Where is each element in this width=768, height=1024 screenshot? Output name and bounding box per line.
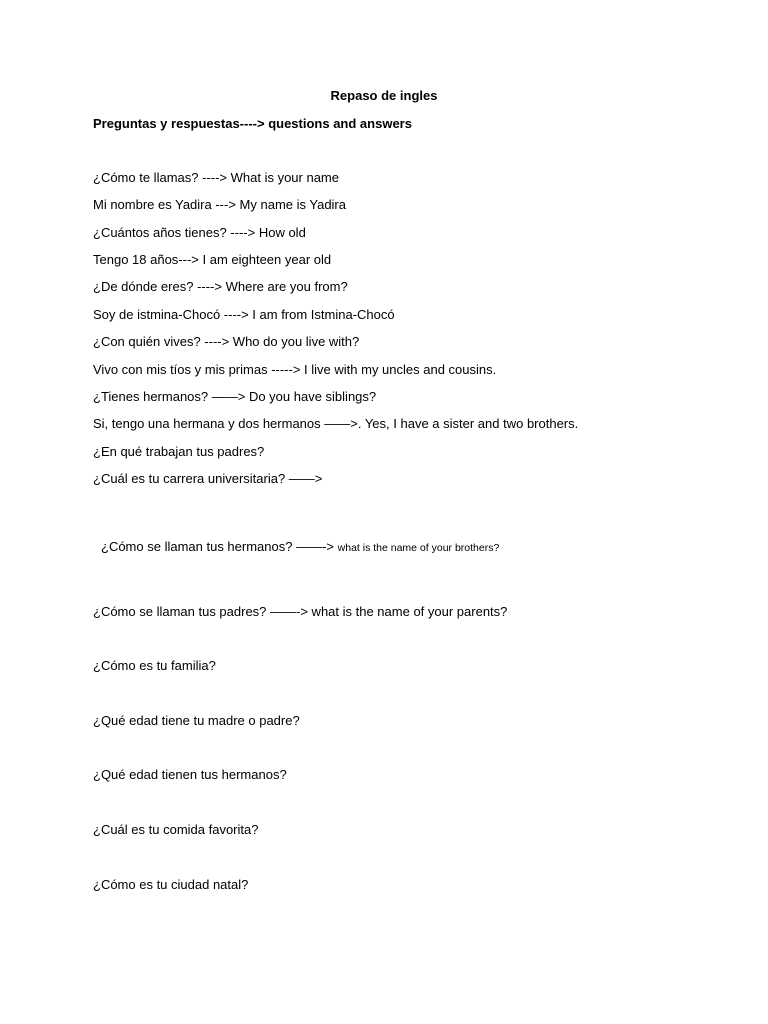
document-subtitle: Preguntas y respuestas----> questions and answers bbox=[93, 116, 412, 131]
text-line: ¿De dónde eres? ----> Where are you from? bbox=[93, 279, 348, 294]
text-line: ¿Cuál es tu comida favorita? bbox=[93, 822, 259, 837]
text-line: ¿Qué edad tienen tus hermanos? bbox=[93, 767, 287, 782]
text-line: Tengo 18 años---> I am eighteen year old bbox=[93, 252, 332, 267]
text-line: Vivo con mis tíos y mis primas -----> I live with my uncles and cousins. bbox=[93, 362, 497, 377]
text-line: ¿Cómo es tu ciudad natal? bbox=[93, 877, 249, 892]
text-line: ¿Tienes hermanos? ——> Do you have siblings? bbox=[93, 389, 377, 404]
text-line: Soy de istmina-Chocó ----> I am from Istmina-Chocó bbox=[93, 307, 395, 322]
text-line: ¿Cómo se llaman tus padres? ——-> what is the name of your parents? bbox=[93, 604, 508, 619]
text-line: ¿Qué edad tiene tu madre o padre? bbox=[93, 713, 300, 728]
brothers-question: ¿Cómo se llaman tus hermanos? ——-> bbox=[101, 539, 335, 554]
text-line: ¿Cuál es tu carrera universitaria? ——> bbox=[93, 471, 323, 486]
document-title: Repaso de ingles bbox=[330, 88, 438, 103]
text-line: ¿Cuántos años tienes? ----> How old bbox=[93, 225, 306, 240]
brothers-answer: what is the name of your brothers? bbox=[337, 542, 500, 554]
text-line: ¿Cómo es tu familia? bbox=[93, 658, 216, 673]
brothers-question-line bbox=[101, 539, 499, 556]
text-line: ¿En qué trabajan tus padres? bbox=[93, 444, 265, 459]
text-line: ¿Con quién vives? ----> Who do you live with? bbox=[93, 334, 360, 349]
text-line: Si, tengo una hermana y dos hermanos ——>. Yes, I have a sister and two brothers. bbox=[93, 416, 579, 431]
text-line: ¿Cómo te llamas? ----> What is your name bbox=[93, 170, 339, 185]
text-line: Mi nombre es Yadira ---> My name is Yadira bbox=[93, 197, 346, 212]
